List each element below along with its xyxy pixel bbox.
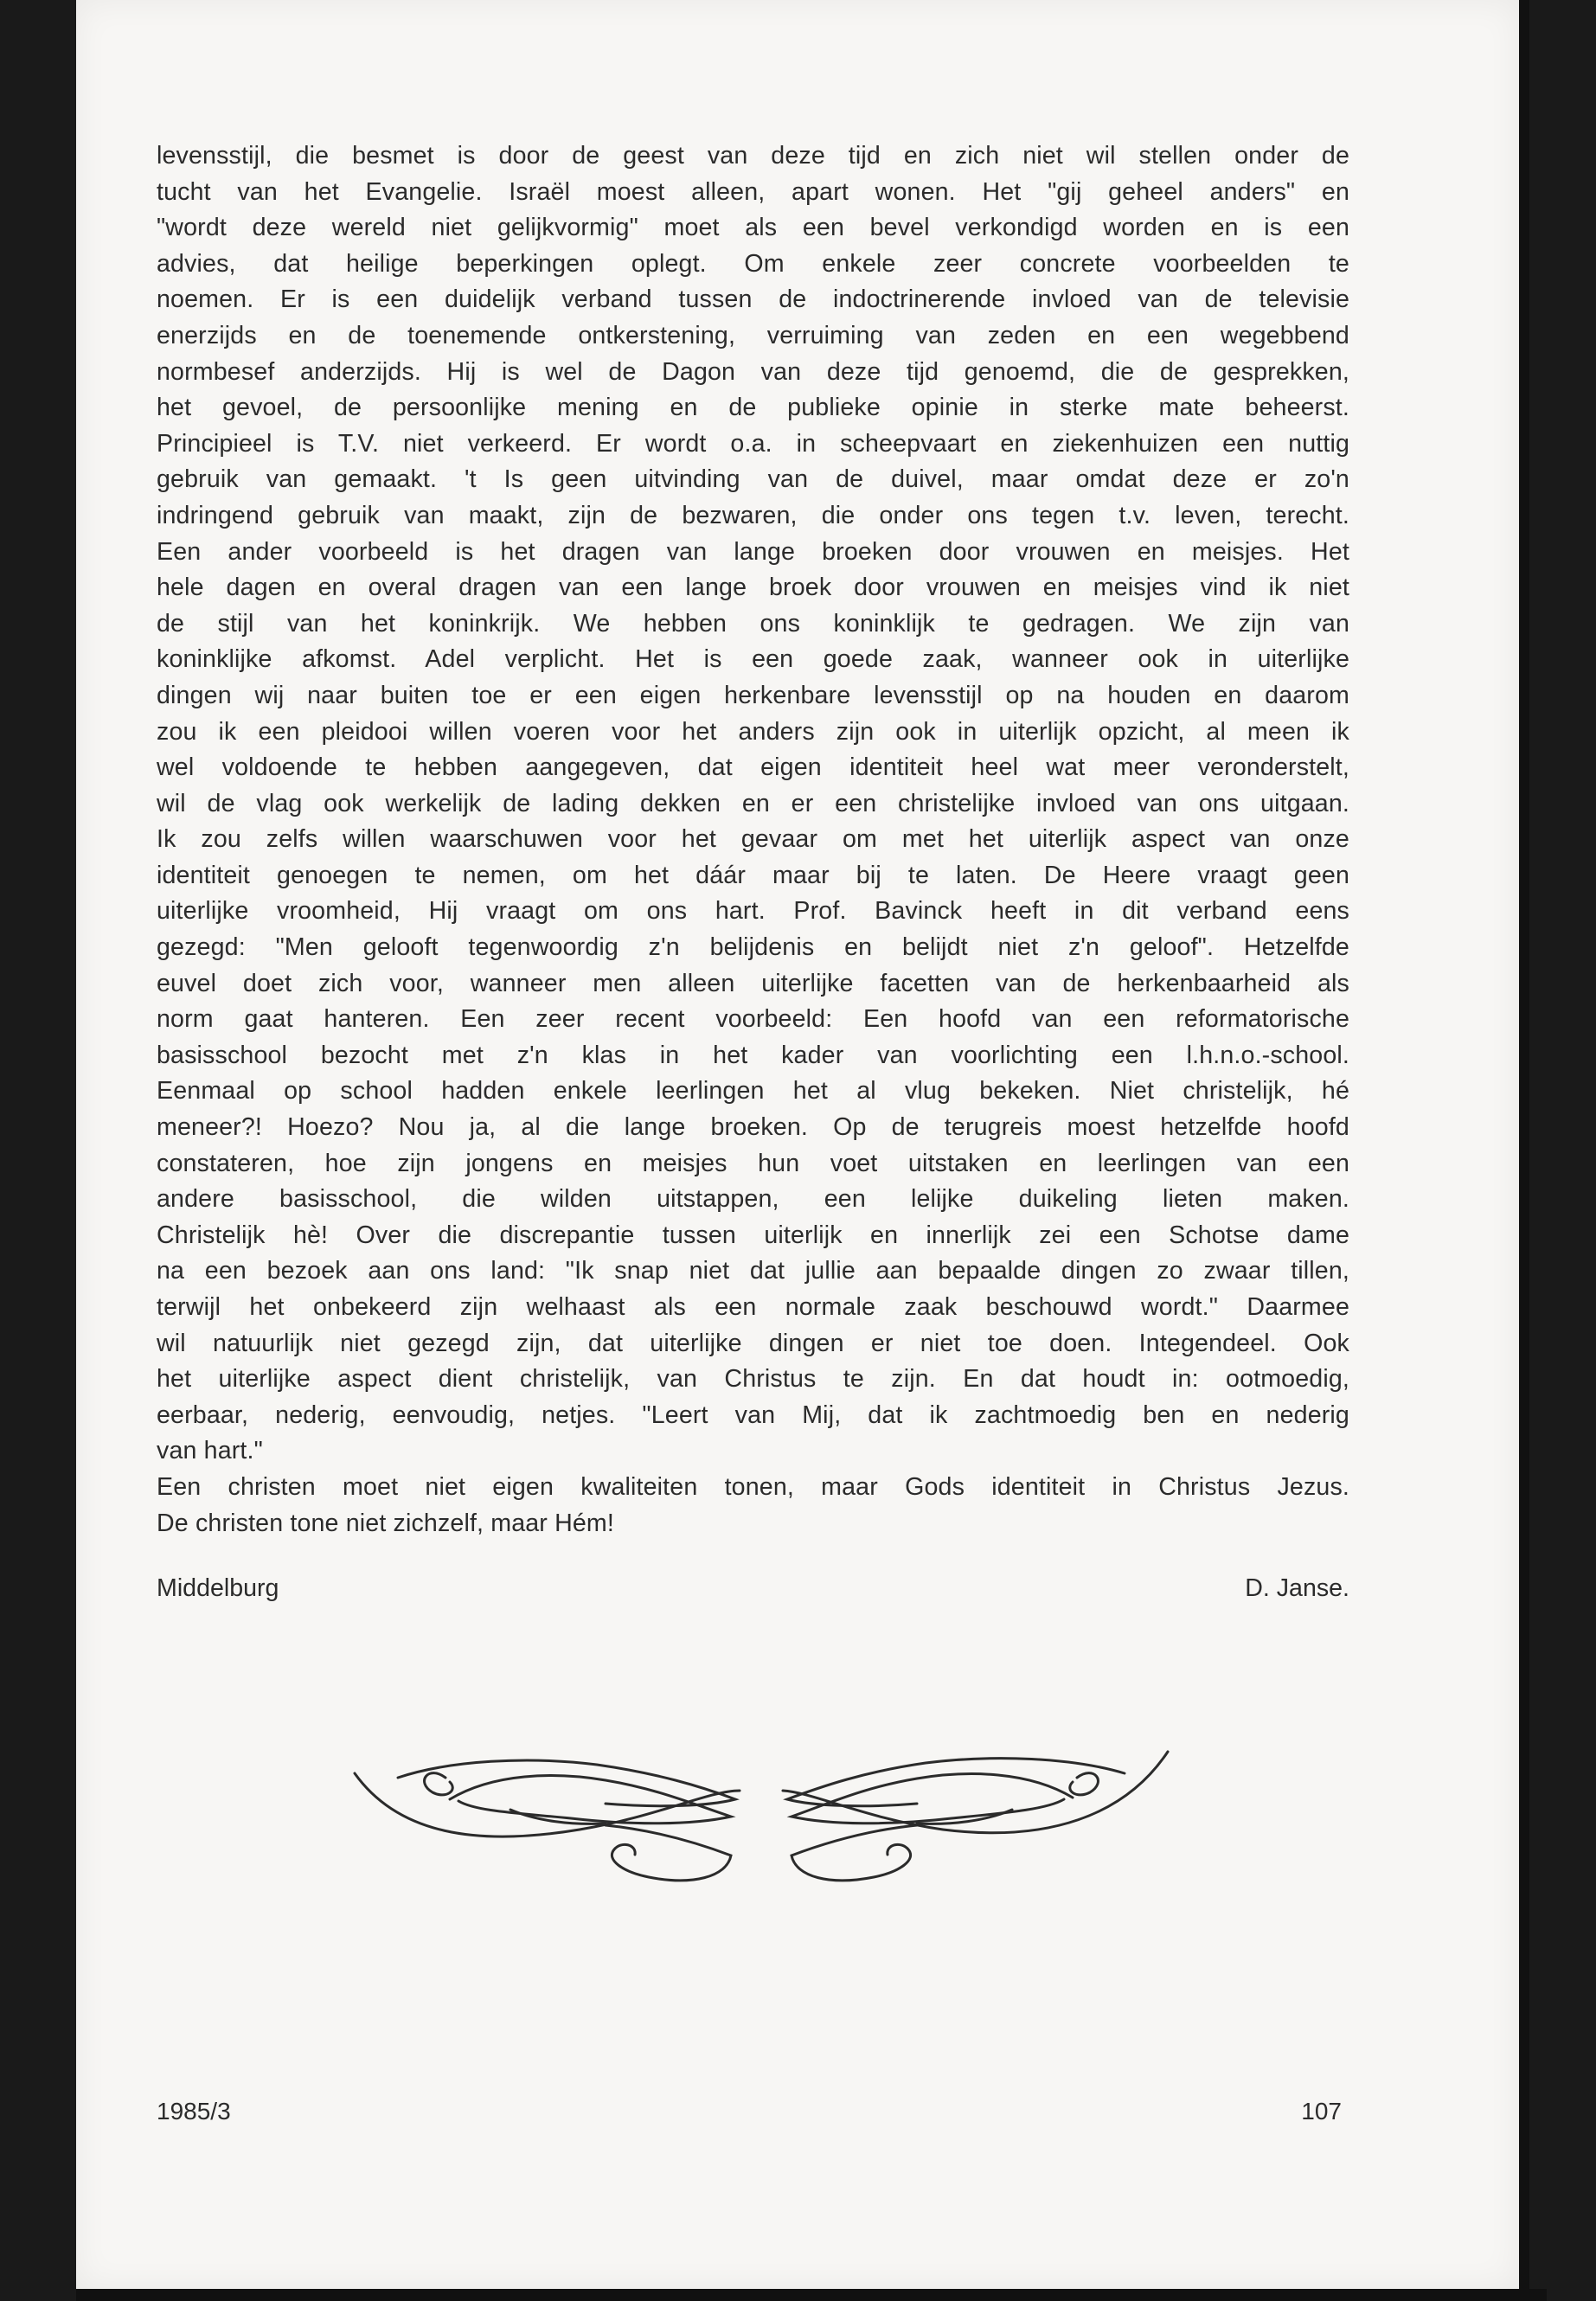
text-line: basisschool bezocht met z'n klas in het kader van voorlichting een l.h.n.o.-school.: [157, 1041, 1349, 1069]
text-line: de stijl van het koninkrijk. We hebben ons koninklijk te gedragen. We zijn van: [157, 609, 1349, 638]
text-line: hele dagen en overal dragen van een lange broek door vrouwen en meisjes vind ik niet: [157, 574, 1349, 602]
text-line: het gevoel, de persoonlijke mening en de publieke opinie in sterke mate beheerst.: [157, 394, 1349, 422]
text-line: Een ander voorbeeld is het dragen van lange broeken door vrouwen en meisjes. Het: [157, 537, 1349, 566]
text-line: andere basisschool, die wilden uitstappen, een lelijke duikeling lieten maken.: [157, 1185, 1349, 1214]
text-line: Principieel is T.V. niet verkeerd. Er wordt o.a. in scheepvaart en ziekenhuizen een nuttig: [157, 429, 1349, 458]
text-line: wil natuurlijk niet gezegd zijn, dat uiterlijke dingen er niet toe doen. Integendeel. Ook: [157, 1329, 1349, 1357]
page-footer: [157, 2098, 1342, 2136]
text-line: zou ik een pleidooi willen voeren voor het anders zijn ook in uiterlijk opzicht, al meen ik: [157, 717, 1349, 746]
text-line: normbesef anderzijds. Hij is wel de Dagon van deze tijd genoemd, die de gesprekken,: [157, 357, 1349, 386]
text-line: wel voldoende te hebben aangegeven, dat eigen identiteit heel wat meer veronderstelt,: [157, 753, 1349, 782]
text-line: gezegd: "Men gelooft tegenwoordig z'n belijdenis en belijdt niet z'n geloof". Hetzelfde: [157, 933, 1349, 962]
text-line: dingen wij naar buiten toe er een eigen herkenbare levensstijl op na houden en daarom: [157, 681, 1349, 709]
text-line: norm gaat hanteren. Een zeer recent voorbeeld: Een hoofd van een reformatorische: [157, 1005, 1349, 1034]
signature-block: [157, 1574, 1349, 1612]
text-line: "wordt deze wereld niet gelijkvormig" moet als een bevel verkondigd worden en is een: [157, 214, 1349, 242]
flourish-divider-icon: [346, 1739, 1176, 1894]
text-line: Een christen moet niet eigen kwaliteiten tonen, maar Gods identiteit in Christus Jezus.: [157, 1472, 1349, 1501]
text-line: Christelijk hè! Over die discrepantie tussen uiterlijk en innerlijk zei een Schotse dame: [157, 1221, 1349, 1249]
text-line: na een bezoek aan ons land: "Ik snap niet dat jullie aan bepaalde dingen zo zwaar tillen,: [157, 1257, 1349, 1285]
text-line: tucht van het Evangelie. Israël moest alleen, apart wonen. Het "gij geheel anders" en: [157, 177, 1349, 206]
text-line: terwijl het onbekeerd zijn welhaast als een normale zaak beschouwd wordt." Daarmee: [157, 1293, 1349, 1321]
text-line: constateren, hoe zijn jongens en meisjes hun voet uitstaken en leerlingen van een: [157, 1149, 1349, 1177]
text-line: van hart.": [157, 1437, 263, 1465]
page-number: 107: [1301, 2098, 1342, 2125]
text-line: noemen. Er is een duidelijk verband tussen de indoctrinerende invloed van de televisie: [157, 285, 1349, 314]
text-line: koninklijke afkomst. Adel verplicht. Het is een goede zaak, wanneer ook in uiterlijke: [157, 645, 1349, 674]
scan-edge-right: [1519, 0, 1529, 2301]
signature-author: D. Janse.: [1245, 1574, 1349, 1602]
text-line: Ik zou zelfs willen waarschuwen voor het gevaar om met het uiterlijk aspect van onze: [157, 825, 1349, 854]
signature-place: Middelburg: [157, 1574, 279, 1602]
text-line: meneer?! Hoezo? Nou ja, al die lange broeken. Op de terugreis moest hetzelfde hoofd: [157, 1113, 1349, 1142]
text-line: De christen tone niet zichzelf, maar Hém!: [157, 1509, 614, 1537]
text-line: advies, dat heilige beperkingen oplegt. Om enkele zeer concrete voorbeelden te: [157, 249, 1349, 278]
issue-number: 1985/3: [157, 2098, 231, 2125]
scan-edge-bottom: [76, 2289, 1547, 2301]
article-body: [157, 138, 1349, 1541]
text-line: euvel doet zich voor, wanneer men alleen uiterlijke facetten van de herkenbaarheid als: [157, 969, 1349, 997]
text-line: wil de vlag ook werkelijk de lading dekken en er een christelijke invloed van ons uitgaan.: [157, 789, 1349, 817]
text-line: indringend gebruik van maakt, zijn de bezwaren, die onder ons tegen t.v. leven, terecht.: [157, 501, 1349, 529]
text-line: enerzijds en de toenemende ontkerstening, verruiming van zeden en een wegebbend: [157, 321, 1349, 349]
text-line: het uiterlijke aspect dient christelijk, van Christus te zijn. En dat houdt in: ootmoedig,: [157, 1365, 1349, 1394]
text-line: Eenmaal op school hadden enkele leerlingen het al vlug bekeken. Niet christelijk, hé: [157, 1077, 1349, 1106]
text-line: identiteit genoegen te nemen, om het dáár maar bij te laten. De Heere vraagt geen: [157, 861, 1349, 889]
text-line: uiterlijke vroomheid, Hij vraagt om ons hart. Prof. Bavinck heeft in dit verband eens: [157, 897, 1349, 926]
text-line: eerbaar, nederig, eenvoudig, netjes. "Leert van Mij, dat ik zachtmoedig ben en nederig: [157, 1400, 1349, 1429]
text-line: gebruik van gemaakt. 't Is geen uitvinding van de duivel, maar omdat deze er zo'n: [157, 465, 1349, 494]
text-line: levensstijl, die besmet is door de geest van deze tijd en zich niet wil stellen onder de: [157, 142, 1349, 170]
